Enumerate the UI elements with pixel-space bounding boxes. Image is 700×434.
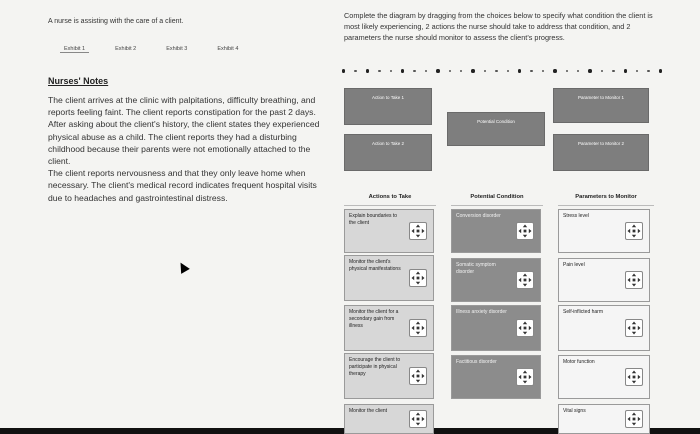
drop-slot-action-1[interactable]: Action to Take 1	[344, 88, 432, 125]
choice-condition-illness-anxiety[interactable]	[451, 305, 541, 351]
choice-label: Motor function	[563, 359, 595, 365]
case-panel	[0, 0, 336, 428]
choice-parameter-motor-function[interactable]	[558, 355, 650, 399]
drag-move-icon[interactable]	[409, 410, 427, 428]
drop-slot-parameter-1[interactable]: Parameter to Monitor 1	[553, 88, 649, 123]
drop-slot-condition[interactable]: Potential Condition	[447, 112, 545, 146]
question-panel	[336, 0, 700, 428]
column-header-parameters: Parameters to Monitor	[575, 194, 637, 200]
drag-move-icon[interactable]	[516, 271, 534, 289]
drag-move-icon[interactable]	[409, 319, 427, 337]
choice-action-monitor-client[interactable]	[344, 404, 434, 434]
choice-label: Conversion disorder	[456, 213, 501, 219]
mouse-cursor-icon	[176, 260, 190, 274]
choice-parameter-vital-signs[interactable]	[558, 404, 650, 434]
notes-paragraph-1: The client arrives at the clinic with palpitations, difficulty breathing, and reports feeling faint. The client reports constipation for the past 2 days. After asking about the client's history, the client states they experienced physical abuse as a child. The client reports they had a disturbing childhood because their parents were not emotionally attached to the client.	[48, 95, 320, 167]
drag-move-icon[interactable]	[625, 271, 643, 289]
notes-body	[48, 94, 324, 204]
drag-move-icon[interactable]	[409, 269, 427, 287]
choice-label: Somatic symptom disorder	[456, 262, 496, 275]
choice-label: Illness anxiety disorder	[456, 309, 507, 315]
column-divider	[451, 205, 543, 206]
choice-label: Encourage the client to participate in physical therapy	[349, 357, 401, 377]
choice-action-monitor-secondary-gain[interactable]	[344, 305, 434, 351]
choice-parameter-self-inflicted-harm[interactable]	[558, 305, 650, 351]
tab-exhibit-4[interactable]: Exhibit 4	[217, 46, 239, 52]
choice-label: Self-inflicted harm	[563, 309, 604, 315]
column-divider	[344, 205, 436, 206]
notes-title: Nurses' Notes	[48, 76, 109, 86]
drag-move-icon[interactable]	[625, 410, 643, 428]
column-header-actions: Actions to Take	[368, 194, 412, 200]
drop-slot-action-2[interactable]: Action to Take 2	[344, 134, 432, 171]
drag-move-icon[interactable]	[409, 367, 427, 385]
tab-exhibit-2[interactable]: Exhibit 2	[115, 46, 137, 52]
choice-label: Monitor the client's physical manifestations	[349, 259, 401, 272]
choice-label: Monitor the client for a secondary gain from illness	[349, 309, 399, 329]
choice-condition-factitious[interactable]	[451, 355, 541, 399]
drag-move-icon[interactable]	[625, 319, 643, 337]
drop-slot-parameter-2[interactable]: Parameter to Monitor 2	[553, 134, 649, 171]
exhibit-tabs	[60, 46, 242, 53]
column-header-conditions: Potential Condition	[470, 194, 524, 200]
choice-action-explain-boundaries[interactable]	[344, 209, 434, 253]
instructions-text: Complete the diagram by dragging from the choices below to specify what condition the client is most likely experiencing, 2 actions the nurse should take to address that condition, and 2 parameters the nurse should monitor to assess the client's progress.	[344, 11, 653, 43]
choice-parameter-pain-level[interactable]	[558, 258, 650, 302]
choice-condition-conversion[interactable]	[451, 209, 541, 253]
choice-label: Stress level	[563, 213, 589, 219]
choice-label: Explain boundaries to the client	[349, 213, 398, 226]
choice-label: Factitious disorder	[456, 359, 497, 365]
choice-action-encourage-physical-therapy[interactable]	[344, 353, 434, 399]
drag-move-icon[interactable]	[409, 222, 427, 240]
choice-condition-somatic-symptom[interactable]	[451, 258, 541, 302]
drag-move-icon[interactable]	[625, 222, 643, 240]
choice-label: Pain level	[563, 262, 585, 268]
drag-move-icon[interactable]	[625, 368, 643, 386]
scenario-text: A nurse is assisting with the care of a client.	[48, 18, 184, 25]
tab-exhibit-3[interactable]: Exhibit 3	[166, 46, 188, 52]
choice-action-monitor-physical[interactable]	[344, 255, 434, 301]
choice-label: Monitor the client	[349, 408, 388, 414]
choice-label: Vital signs	[563, 408, 586, 414]
drag-move-icon[interactable]	[516, 319, 534, 337]
tab-exhibit-1[interactable]: Exhibit 1	[60, 46, 89, 53]
column-divider	[558, 205, 654, 206]
choice-parameter-stress-level[interactable]	[558, 209, 650, 253]
progress-dots	[342, 66, 662, 76]
notes-paragraph-2: The client reports nervousness and that they only leave home when necessary. The client's medical record indicates frequent hospital visits due to headaches and gastrointestinal distress.	[48, 168, 317, 203]
drag-move-icon[interactable]	[516, 368, 534, 386]
drag-move-icon[interactable]	[516, 222, 534, 240]
